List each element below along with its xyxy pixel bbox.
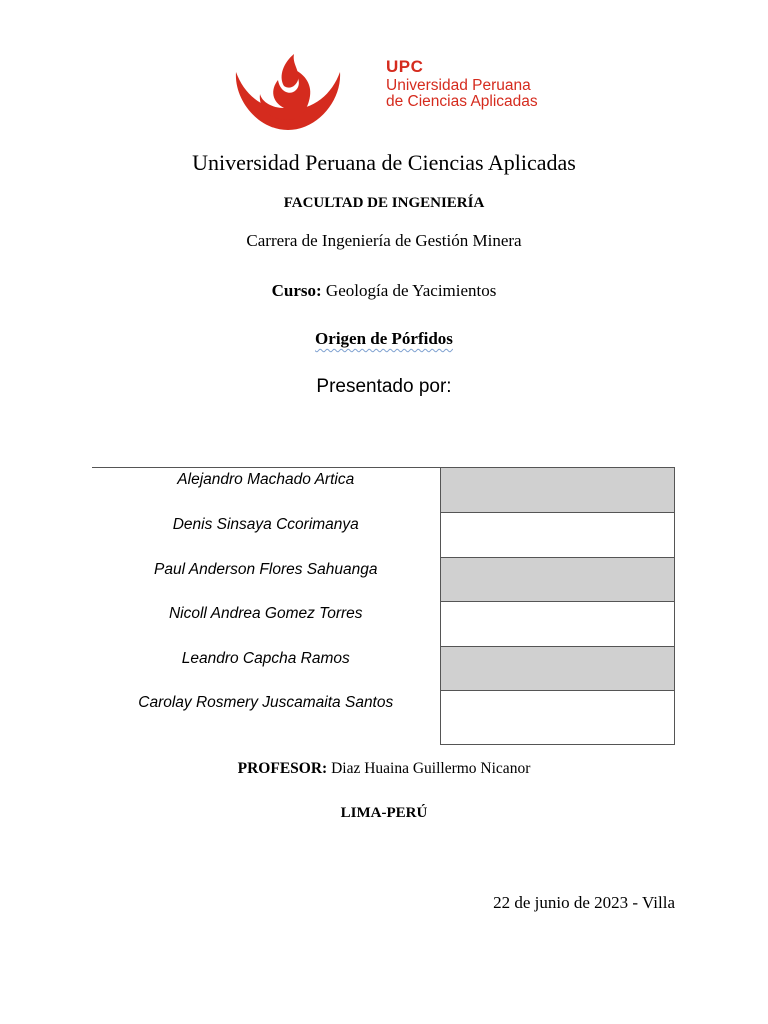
university-name: Universidad Peruana de Ciencias Aplicadas — [192, 150, 576, 175]
table-cell — [440, 558, 674, 602]
table-cell — [440, 602, 674, 647]
member-name: Denis Sinsaya Ccorimanya — [172, 515, 359, 533]
logo-name-line1: Universidad Peruana — [386, 76, 531, 94]
member-name: Leandro Capcha Ramos — [181, 649, 350, 667]
table-row — [92, 647, 675, 691]
logo-abbreviation: UPC — [386, 57, 424, 76]
table-cell — [440, 691, 674, 745]
table-row — [92, 513, 675, 558]
table-row — [92, 558, 675, 602]
logo-wordmark — [386, 58, 538, 110]
member-name: Paul Anderson Flores Sahuanga — [154, 560, 378, 578]
faculty-heading: FACULTAD DE INGENIERÍA — [283, 195, 485, 211]
table-cell — [440, 647, 674, 691]
table-cell — [440, 513, 674, 558]
table-row — [92, 691, 675, 745]
table-row — [92, 468, 675, 513]
title-text: Origen de Pórfidos — [315, 329, 453, 348]
presented-by-label: Presentado por: — [316, 376, 452, 397]
upc-logo — [232, 50, 572, 132]
course-value: Geología de Yacimientos — [325, 281, 497, 300]
location-label: LIMA-PERÚ — [340, 805, 428, 821]
course-label: Curso: — [271, 281, 322, 300]
member-name: Alejandro Machado Artica — [92, 468, 440, 513]
date-line: 22 de junio de 2023 - Villa — [493, 893, 675, 912]
course-line — [0, 281, 768, 301]
career-name: Carrera de Ingeniería de Gestión Minera — [246, 231, 522, 250]
members-table — [92, 467, 675, 745]
professor-label: PROFESOR: — [237, 760, 328, 777]
upc-flame-icon — [232, 50, 344, 132]
logo-name-line2: de Ciencias Aplicadas — [386, 92, 538, 110]
member-name: Carolay Rosmery Juscamaita Santos — [138, 693, 394, 711]
professor-line — [0, 760, 768, 778]
table-row — [92, 602, 675, 647]
member-name: Nicoll Andrea Gomez Torres — [168, 604, 363, 622]
professor-name: Diaz Huaina Guillermo Nicanor — [331, 760, 531, 777]
document-title — [0, 329, 768, 349]
table-cell — [440, 468, 674, 513]
